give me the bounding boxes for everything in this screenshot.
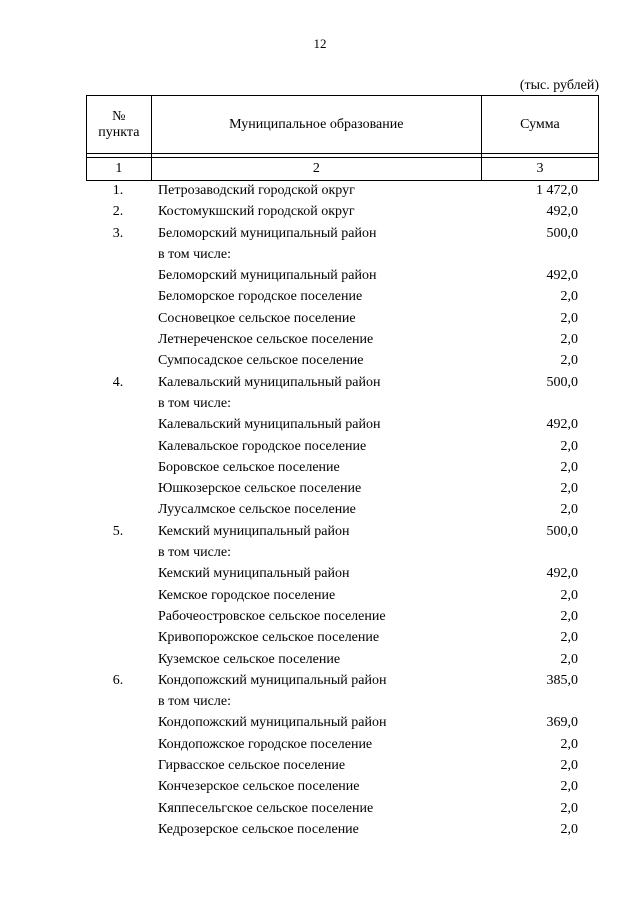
row-amount: 2,0 (560, 459, 578, 475)
row-amount: 2,0 (560, 608, 578, 624)
row-number: 2. (112, 204, 124, 220)
municipality-name: Сумпосадское сельское поселение (158, 353, 364, 369)
municipality-name: Калевальский муниципальный район (158, 374, 381, 390)
column-number-1: 1 (87, 158, 152, 181)
row-amount: 492,0 (546, 566, 578, 582)
row-amount: 500,0 (546, 523, 578, 539)
municipality-name: Луусалмское сельское поселение (158, 502, 356, 518)
row-amount: 2,0 (560, 353, 578, 369)
row-amount: 492,0 (546, 204, 578, 220)
column-header-name: Муниципальное образование (151, 96, 481, 154)
municipality-name: Кяппесельгское сельское поселение (158, 800, 374, 816)
municipality-name: в том числе: (158, 395, 231, 411)
municipality-name: Беломорское городское поселение (158, 289, 363, 305)
row-amount: 2,0 (560, 438, 578, 454)
row-amount: 385,0 (546, 672, 578, 688)
row-number: 4. (112, 374, 124, 390)
table-row (86, 201, 599, 222)
municipality-name: Кондопожское городское поселение (158, 736, 373, 752)
municipality-name: в том числе: (158, 246, 231, 262)
table-row (86, 585, 599, 606)
municipality-name: Кондопожский муниципальный район (158, 715, 387, 731)
row-amount: 2,0 (560, 289, 578, 305)
row-amount: 2,0 (560, 800, 578, 816)
table-row (86, 499, 599, 520)
municipality-name: Юшкозерское сельское поселение (158, 481, 362, 497)
column-number-row (87, 158, 599, 181)
municipality-name: Кривопорожское сельское поселение (158, 630, 380, 646)
row-amount: 492,0 (546, 417, 578, 433)
table-row (86, 244, 599, 265)
row-amount: 2,0 (560, 587, 578, 603)
row-amount: 2,0 (560, 630, 578, 646)
row-amount: 2,0 (560, 481, 578, 497)
municipality-name: Кедрозерское сельское поселение (158, 821, 359, 837)
table-row (86, 436, 599, 457)
table-row (86, 627, 599, 648)
municipality-name: Калевальское городское поселение (158, 438, 367, 454)
row-amount: 500,0 (546, 225, 578, 241)
municipality-name: Кемское городское поселение (158, 587, 336, 603)
row-amount: 2,0 (560, 736, 578, 752)
table-row (86, 521, 599, 542)
table-row (86, 606, 599, 627)
municipality-name: Беломорский муниципальный район (158, 225, 377, 241)
row-amount: 492,0 (546, 268, 578, 284)
municipality-name: Кемский муниципальный район (158, 566, 350, 582)
column-header-number (87, 96, 152, 154)
row-amount: 2,0 (560, 310, 578, 326)
table-row (86, 286, 599, 307)
table-header (86, 95, 599, 181)
row-amount: 2,0 (560, 332, 578, 348)
table-row (86, 350, 599, 371)
row-amount: 369,0 (546, 715, 578, 731)
row-amount: 500,0 (546, 374, 578, 390)
table-row (86, 308, 599, 329)
row-number: 6. (112, 672, 124, 688)
page-number: 12 (313, 36, 327, 51)
row-amount: 2,0 (560, 779, 578, 795)
row-amount: 1 472,0 (536, 183, 578, 198)
row-amount: 2,0 (560, 502, 578, 518)
row-amount: 2,0 (560, 821, 578, 837)
municipality-name: в том числе: (158, 694, 231, 710)
municipality-name: Боровское сельское поселение (158, 459, 340, 475)
table-row (86, 712, 599, 733)
municipality-name: Рабочеостровское сельское поселение (158, 608, 386, 624)
table-row (86, 563, 599, 584)
municipality-name: Петрозаводский городской округ (158, 183, 355, 198)
table-row (86, 180, 599, 201)
column-header-number-line2: пункта (98, 124, 140, 140)
units-label: (тыс. рублей) (519, 78, 599, 93)
column-header-sum: Сумма (481, 96, 598, 154)
row-amount: 2,0 (560, 758, 578, 774)
table-row (86, 478, 599, 499)
municipality-name: Летнереченское сельское поселение (158, 332, 374, 348)
header-row (87, 96, 599, 154)
row-number: 5. (112, 523, 124, 539)
municipality-name: Кемский муниципальный район (158, 523, 350, 539)
table-row (86, 819, 599, 840)
table-row (86, 798, 599, 819)
municipality-name: Кондопожский муниципальный район (158, 672, 387, 688)
table-row (86, 542, 599, 563)
table-row (86, 414, 599, 435)
municipality-name: Калевальский муниципальный район (158, 417, 381, 433)
table-body (86, 180, 599, 840)
table-row (86, 457, 599, 478)
table-row (86, 372, 599, 393)
table-row (86, 223, 599, 244)
table-row (86, 776, 599, 797)
table-row (86, 691, 599, 712)
table-row (86, 393, 599, 414)
table-row (86, 755, 599, 776)
column-header-number-line1: № (112, 108, 126, 124)
row-number: 1. (112, 183, 124, 198)
table-row (86, 670, 599, 691)
table-row (86, 265, 599, 286)
municipality-name: Кончезерское сельское поселение (158, 779, 360, 795)
municipality-name: Костомукшский городской округ (158, 204, 355, 220)
table-row (86, 329, 599, 350)
row-amount: 2,0 (560, 651, 578, 667)
municipality-name: Куземское сельское поселение (158, 651, 341, 667)
row-number: 3. (112, 225, 124, 241)
municipality-name: Сосновецкое сельское поселение (158, 310, 356, 326)
municipality-name: Гирвасское сельское поселение (158, 758, 346, 774)
column-number-3: 3 (481, 158, 598, 181)
municipality-name: в том числе: (158, 545, 231, 561)
municipality-name: Беломорский муниципальный район (158, 268, 377, 284)
table-row (86, 649, 599, 670)
column-number-2: 2 (151, 158, 481, 181)
table-row (86, 734, 599, 755)
